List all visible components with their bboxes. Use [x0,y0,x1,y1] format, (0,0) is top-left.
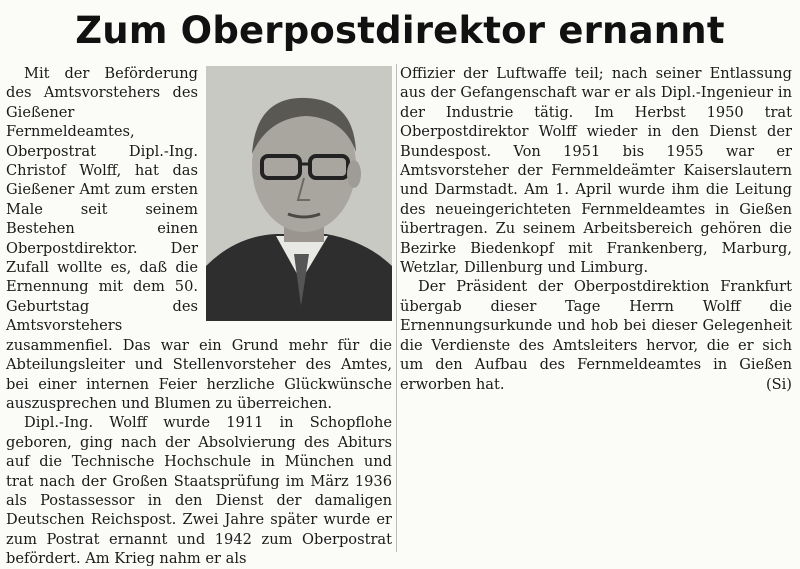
paragraph-2: Dipl.-Ing. Wolff wurde 1911 in Schopflohe geboren, ging nach der Absolvierung des Abiturs auf die Technische Hochschule in München und trat nach der Großen Staatsprüfung im März 1936 als Postassessor in den Dienst der damaligen Deutschen Reichspost. Zwei Jahre später wurde er zum Postrat ernannt und 1942 zum Oberpostrat befördert. Am Krieg nahm er als [6,414,392,568]
author-signature: (Si) [765,375,792,393]
article-column-right [400,64,792,394]
column-divider [396,64,397,552]
paragraph-3: Offizier der Luftwaffe teil; nach seiner Entlassung aus der Gefangenschaft war er als Dipl.-Ingenieur in der Industrie tätig. Im Herbst 1950 trat Oberpostdirektor Wolff wieder in den Dienst der Bundespost. Von 1951 bis 1955 war er Amtsvorsteher der Fernmeldeämter Kaiserslautern und Darmstadt. Am 1. April wurde ihm die Leitung des neueingerichteten Fernmeldeamtes in Gießen übertragen. Zu seinem Arbeitsbereich gehören die Bezirke Biedenkopf mit Frankenberg, Marburg, Wetzlar, Dillenburg und Limburg. [400,65,792,277]
paragraph-4-text: Der Präsident der Oberpostdirektion Frankfurt übergab dieser Tage Herrn Wolff die Ernennungsurkunde und hob bei dieser Gelegenheit die Verdienste des Amtsleiters hervor, die er sich um den Aufbau des Fernmeldeamtes in Gießen erworben hat. [400,278,792,393]
paragraph-4 [400,277,792,393]
portrait-icon [206,66,392,321]
portrait-photo [206,66,392,321]
article-column-left [6,64,392,569]
paragraph-1: Mit der Beförderung des Amtsvorstehers des Gießener Fernmeldeamtes, Oberpostrat Dipl.-Ing. Christof Wolff, hat das Gießener Amt zum ersten Male seit seinem Bestehen einen Oberpostdirektor. Der Zufall wollte es, daß die Ernennung mit dem 50. Geburtstag des Amtsvorstehers zusammenfiel. Das war ein Grund mehr für die Abteilungsleiter und Stellenvorsteher des Amtes, bei einer internen Feier herzliche Glückwünsche auszusprechen und Blumen zu überreichen. [6,65,392,412]
headline: Zum Oberpostdirektor ernannt [75,9,725,52]
